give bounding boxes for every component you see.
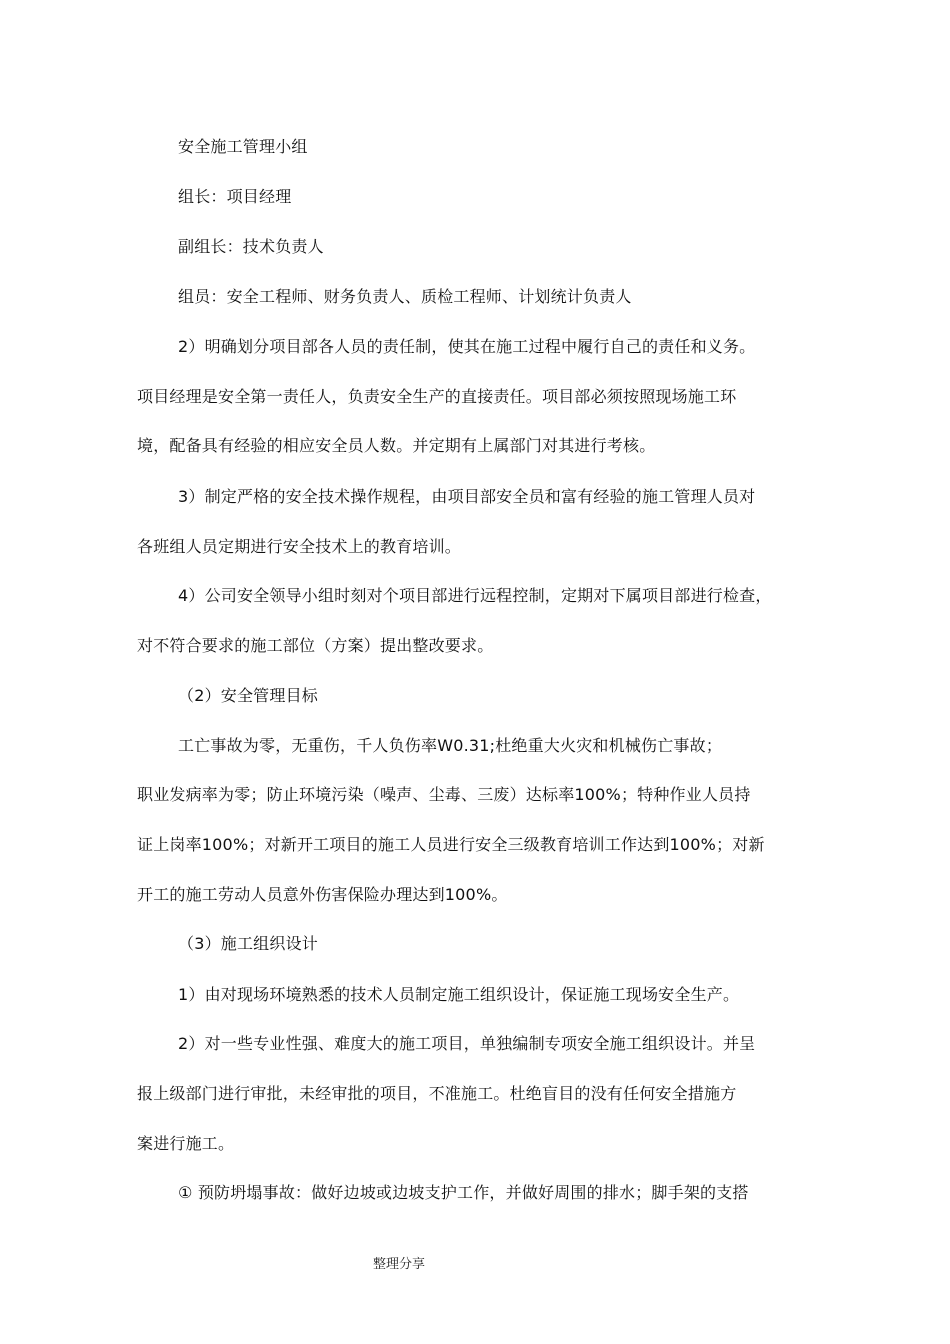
paragraph-line: 副组长：技术负责人 bbox=[178, 237, 324, 256]
paragraph-line: 职业发病率为零；防止环境污染（噪声、尘毒、三废）达标率100%；特种作业人员持 bbox=[137, 785, 751, 804]
paragraph-line: 各班组人员定期进行安全技术上的教育培训。 bbox=[137, 537, 462, 556]
paragraph-line: 2）明确划分项目部各人员的责任制，使其在施工过程中履行自己的责任和义务。 bbox=[178, 337, 756, 356]
paragraph-line: 开工的施工劳动人员意外伤害保险办理达到100%。 bbox=[137, 885, 508, 904]
section-heading: 安全施工管理小组 bbox=[178, 137, 308, 156]
page-footer: 整理分享 bbox=[373, 1257, 426, 1272]
paragraph-line: 对不符合要求的施工部位（方案）提出整改要求。 bbox=[137, 636, 494, 655]
paragraph-line: 项目经理是安全第一责任人，负责安全生产的直接责任。项目部必须按照现场施工环 bbox=[137, 387, 737, 406]
paragraph-line: 4）公司安全领导小组时刻对个项目部进行远程控制，定期对下属项目部进行检查， bbox=[178, 586, 772, 605]
paragraph-line: 组长：项目经理 bbox=[178, 187, 292, 206]
paragraph-line: 证上岗率100%；对新开工项目的施工人员进行安全三级教育培训工作达到100%；对新 bbox=[137, 835, 765, 854]
section-heading: （2）安全管理目标 bbox=[178, 686, 318, 705]
paragraph-line: 案进行施工。 bbox=[137, 1134, 235, 1153]
paragraph-line: 1）由对现场环境熟悉的技术人员制定施工组织设计，保证施工现场安全生产。 bbox=[178, 985, 740, 1004]
paragraph-line: 境，配备具有经验的相应安全员人数。并定期有上属部门对其进行考核。 bbox=[137, 436, 656, 455]
paragraph-line: ① 预防坍塌事故：做好边坡或边坡支护工作，并做好周围的排水；脚手架的支搭 bbox=[178, 1183, 749, 1202]
paragraph-line: 报上级部门进行审批，未经审批的项目，不准施工。杜绝盲目的没有任何安全措施方 bbox=[137, 1084, 737, 1103]
paragraph-line: 组员：安全工程师、财务负责人、质检工程师、计划统计负责人 bbox=[178, 287, 632, 306]
paragraph-line: 3）制定严格的安全技术操作规程，由项目部安全员和富有经验的施工管理人员对 bbox=[178, 487, 756, 506]
paragraph-line: 工亡事故为零，无重伤，千人负伤率W0.31;杜绝重大火灾和机械伤亡事故； bbox=[178, 736, 723, 755]
section-heading: （3）施工组织设计 bbox=[178, 934, 318, 953]
paragraph-line: 2）对一些专业性强、难度大的施工项目，单独编制专项安全施工组织设计。并呈 bbox=[178, 1034, 756, 1053]
